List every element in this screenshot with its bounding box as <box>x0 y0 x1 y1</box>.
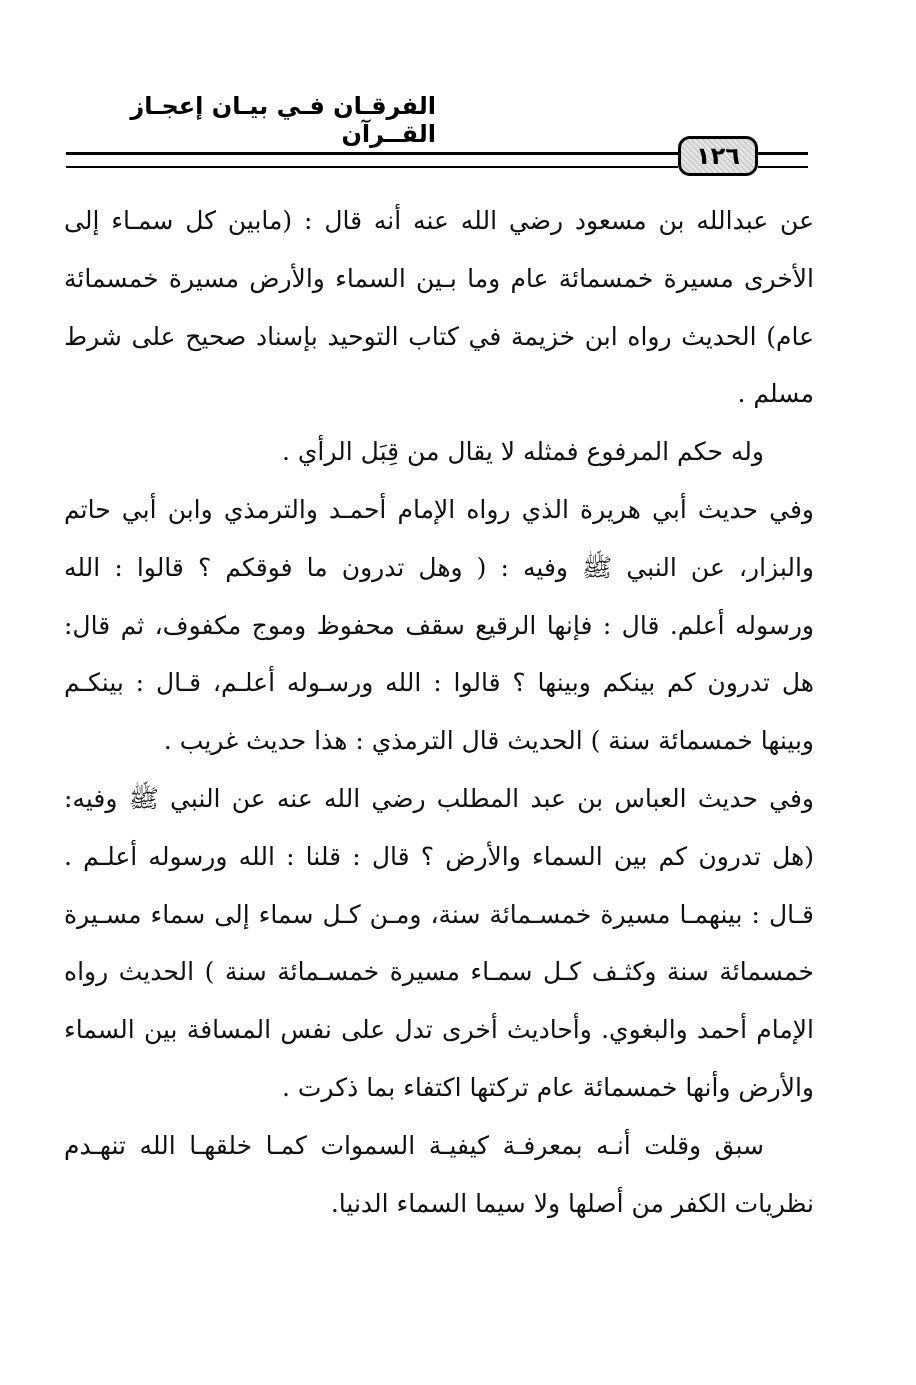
header-rule-right-thin <box>758 166 808 168</box>
header-rule-right-thick <box>758 152 808 155</box>
body-text <box>64 192 814 1232</box>
page-number-badge <box>678 136 758 176</box>
paragraph: سبق وقلت أنـه بمعرفـة كيفيـة السموات كمـا خلقهـا الله تنهـدم نظريات الكفر من أصلها ولا سيما السماء الدنيا. <box>64 1130 814 1218</box>
paragraph: وله حكم المرفوع فمثله لا يقال من قِبَل الرأي . <box>281 437 764 467</box>
page-number: ١٢٦ <box>696 142 740 170</box>
paragraph: عن عبدالله بن مسعود رضي الله عنه أنه قال : (مابين كل سمـاء إلى الأخرى مسيرة خمسمائة عام وما بـين السماء والأرض مسيرة خمسمائة عام) الحديث رواه ابن خزيمة في كتاب التوحيد بإسناد صحيح على شرط مسلم . <box>64 206 815 409</box>
header-rule-thin <box>66 166 678 168</box>
running-title: الفرقـان فـي بيـان إعجـاز القــرآن <box>130 92 436 148</box>
paragraph: وفي حديث أبي هريرة الذي رواه الإمام أحمـد والترمذي وابن أبي حاتم والبزار، عن النبي ﷺ وفيه : ( وهل تدرون ما فوقكم ؟ قالوا : الله ورسوله أعلم. قال : فإنها الرقيع سقف محفوظ وموج مكفوف، ثم قال: هل تدرون كم بينكم وبينها ؟ قالوا : الله ورسـوله أعلـم، قـال : بينكـم وبينها خمسمائة سنة ) الحديث قال الترمذي : هذا حديث غريب . <box>64 494 814 756</box>
paragraph: وفي حديث العباس بن عبد المطلب رضي الله عنه عن النبي ﷺ وفيه: (هل تدرون كم بين السماء والأرض ؟ قال : قلنا : الله ورسوله أعلـم . قـال : بينهمـا مسيرة خمسـمائة سنة، ومـن كـل سماء إلى سماء مسـيرة خمسمائة سنة وكثـف كـل سمـاء مسيرة خمسـمائة سنة ) الحديث رواه الإمام أحمد والبغوي. وأحاديث أخرى تدل على نفس المسافة بين السماء والأرض وأنها خمسمائة عام تركتها اكتفاء بما ذكرت . <box>64 783 814 1102</box>
header-rule-thick <box>66 152 678 155</box>
